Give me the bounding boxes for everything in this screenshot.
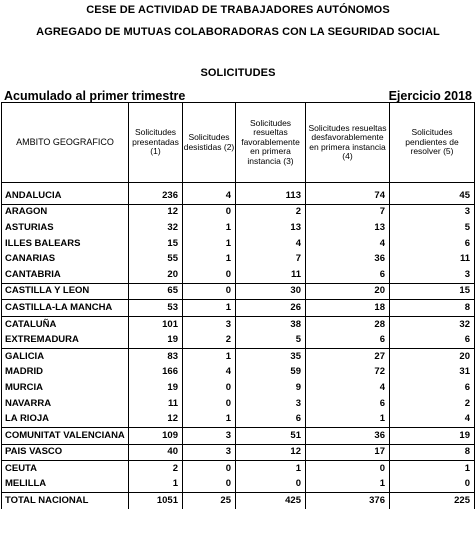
region-name: CASTILLA-LA MANCHA xyxy=(2,300,129,317)
cell-c2: 2 xyxy=(183,332,236,348)
table-row xyxy=(2,365,475,381)
region-name: ILLES BALEARS xyxy=(2,236,129,252)
cell-c5: 8 xyxy=(390,444,475,461)
cell-c3: 3 xyxy=(236,396,306,412)
region-name: ASTURIAS xyxy=(2,220,129,236)
region-name: ARAGON xyxy=(2,204,129,220)
cell-c1: 236 xyxy=(129,188,183,204)
cell-c3: 11 xyxy=(236,267,306,283)
cell-c3: 30 xyxy=(236,283,306,300)
table-row xyxy=(2,188,475,204)
table-row xyxy=(2,316,475,332)
cell-c2: 1 xyxy=(183,236,236,252)
cell-c3: 6 xyxy=(236,411,306,427)
cell-c4: 376 xyxy=(306,493,390,509)
cell-c1: 20 xyxy=(129,267,183,283)
cell-c2: 3 xyxy=(183,316,236,332)
table-row xyxy=(2,461,475,477)
region-name: GALICIA xyxy=(2,348,129,364)
cell-c4: 36 xyxy=(306,427,390,444)
cell-c4: 74 xyxy=(306,188,390,204)
header-submitted: Solicitudes presentadas (1) xyxy=(129,103,183,183)
cell-c3: 51 xyxy=(236,427,306,444)
cell-c5: 3 xyxy=(390,204,475,220)
table-row xyxy=(2,251,475,267)
region-name: PAIS VASCO xyxy=(2,444,129,461)
cell-c5: 32 xyxy=(390,316,475,332)
table-row xyxy=(2,220,475,236)
cell-c1: 40 xyxy=(129,444,183,461)
cell-c4: 72 xyxy=(306,365,390,381)
report-title: CESE DE ACTIVIDAD DE TRABAJADORES AUTÓNOMOS xyxy=(86,4,390,16)
cell-c5: 5 xyxy=(390,220,475,236)
cell-c3: 26 xyxy=(236,300,306,317)
table-row xyxy=(2,300,475,317)
cell-c3: 2 xyxy=(236,204,306,220)
cell-c3: 13 xyxy=(236,220,306,236)
cell-c4: 0 xyxy=(306,461,390,477)
region-name: CANTABRIA xyxy=(2,267,129,283)
cell-c4: 1 xyxy=(306,411,390,427)
cell-c1: 101 xyxy=(129,316,183,332)
cell-c2: 0 xyxy=(183,461,236,477)
region-name: CANARIAS xyxy=(2,251,129,267)
cell-c5: 0 xyxy=(390,477,475,493)
cell-c2: 1 xyxy=(183,300,236,317)
region-name: MELILLA xyxy=(2,477,129,493)
cell-c5: 31 xyxy=(390,365,475,381)
cell-c5: 225 xyxy=(390,493,475,509)
cell-c1: 12 xyxy=(129,411,183,427)
cell-c1: 19 xyxy=(129,332,183,348)
cell-c4: 17 xyxy=(306,444,390,461)
cell-c3: 4 xyxy=(236,236,306,252)
cell-c1: 53 xyxy=(129,300,183,317)
header-withdrawn: Solicitudes desistidas (2) xyxy=(183,103,236,183)
cell-c1: 1 xyxy=(129,477,183,493)
cell-c3: 425 xyxy=(236,493,306,509)
cell-c2: 3 xyxy=(183,427,236,444)
cell-c3: 0 xyxy=(236,477,306,493)
header-approved: Solicitudes resueltas favorablemente en primera instancia (3) xyxy=(236,103,306,183)
cell-c3: 35 xyxy=(236,348,306,364)
region-name: LA RIOJA xyxy=(2,411,129,427)
cell-c2: 1 xyxy=(183,220,236,236)
region-name: COMUNITAT VALENCIANA xyxy=(2,427,129,444)
cell-c4: 6 xyxy=(306,396,390,412)
cell-c1: 11 xyxy=(129,396,183,412)
table-header-row xyxy=(2,103,475,183)
cell-c2: 0 xyxy=(183,380,236,396)
cell-c1: 12 xyxy=(129,204,183,220)
region-name: TOTAL NACIONAL xyxy=(2,493,129,509)
cell-c5: 15 xyxy=(390,283,475,300)
cell-c1: 55 xyxy=(129,251,183,267)
cell-c4: 7 xyxy=(306,204,390,220)
cell-c4: 4 xyxy=(306,380,390,396)
table-row xyxy=(2,236,475,252)
cell-c2: 25 xyxy=(183,493,236,509)
cell-c2: 0 xyxy=(183,477,236,493)
cell-c4: 36 xyxy=(306,251,390,267)
cell-c2: 0 xyxy=(183,396,236,412)
region-name: MADRID xyxy=(2,365,129,381)
table-row xyxy=(2,267,475,283)
cell-c2: 0 xyxy=(183,267,236,283)
cell-c3: 38 xyxy=(236,316,306,332)
table-row xyxy=(2,444,475,461)
cell-c4: 6 xyxy=(306,332,390,348)
cell-c4: 18 xyxy=(306,300,390,317)
table-row xyxy=(2,477,475,493)
cell-c5: 6 xyxy=(390,236,475,252)
year-label: Ejercicio 2018 xyxy=(388,89,472,103)
table-row xyxy=(2,204,475,220)
region-name: MURCIA xyxy=(2,380,129,396)
cell-c5: 19 xyxy=(390,427,475,444)
cell-c4: 28 xyxy=(306,316,390,332)
cell-c2: 4 xyxy=(183,365,236,381)
cell-c5: 4 xyxy=(390,411,475,427)
period-label: Acumulado al primer trimestre xyxy=(4,89,186,103)
header-region: AMBITO GEOGRAFICO xyxy=(2,103,129,183)
cell-c4: 20 xyxy=(306,283,390,300)
cell-c3: 9 xyxy=(236,380,306,396)
cell-c5: 20 xyxy=(390,348,475,364)
region-name: EXTREMADURA xyxy=(2,332,129,348)
cell-c5: 6 xyxy=(390,380,475,396)
region-name: ANDALUCIA xyxy=(2,188,129,204)
cell-c1: 2 xyxy=(129,461,183,477)
cell-c4: 1 xyxy=(306,477,390,493)
region-name: CATALUÑA xyxy=(2,316,129,332)
total-row xyxy=(2,493,475,509)
cell-c3: 5 xyxy=(236,332,306,348)
table-row xyxy=(2,411,475,427)
cell-c4: 27 xyxy=(306,348,390,364)
cell-c2: 1 xyxy=(183,251,236,267)
cell-c1: 1051 xyxy=(129,493,183,509)
cell-c3: 59 xyxy=(236,365,306,381)
cell-c1: 83 xyxy=(129,348,183,364)
cell-c5: 6 xyxy=(390,332,475,348)
cell-c5: 45 xyxy=(390,188,475,204)
cell-c1: 19 xyxy=(129,380,183,396)
requests-table xyxy=(1,102,475,509)
cell-c2: 1 xyxy=(183,411,236,427)
cell-c1: 166 xyxy=(129,365,183,381)
region-name: CASTILLA Y LEON xyxy=(2,283,129,300)
cell-c5: 11 xyxy=(390,251,475,267)
table-row xyxy=(2,380,475,396)
cell-c5: 2 xyxy=(390,396,475,412)
cell-c3: 7 xyxy=(236,251,306,267)
cell-c3: 113 xyxy=(236,188,306,204)
header-pending: Solicitudes pendientes de resolver (5) xyxy=(390,103,475,183)
table-row xyxy=(2,427,475,444)
cell-c5: 3 xyxy=(390,267,475,283)
table-row xyxy=(2,348,475,364)
region-name: CEUTA xyxy=(2,461,129,477)
table-row xyxy=(2,332,475,348)
cell-c1: 65 xyxy=(129,283,183,300)
cell-c2: 0 xyxy=(183,283,236,300)
table-row xyxy=(2,396,475,412)
cell-c2: 4 xyxy=(183,188,236,204)
cell-c3: 1 xyxy=(236,461,306,477)
cell-c1: 109 xyxy=(129,427,183,444)
cell-c5: 1 xyxy=(390,461,475,477)
cell-c2: 1 xyxy=(183,348,236,364)
header-denied: Solicitudes resueltas desfavorablemente en primera instancia (4) xyxy=(306,103,390,183)
cell-c2: 3 xyxy=(183,444,236,461)
cell-c5: 8 xyxy=(390,300,475,317)
section-title: SOLICITUDES xyxy=(200,67,276,79)
cell-c1: 15 xyxy=(129,236,183,252)
cell-c3: 12 xyxy=(236,444,306,461)
cell-c4: 13 xyxy=(306,220,390,236)
table-row xyxy=(2,283,475,300)
cell-c4: 4 xyxy=(306,236,390,252)
cell-c2: 0 xyxy=(183,204,236,220)
cell-c1: 32 xyxy=(129,220,183,236)
report-subtitle: AGREGADO DE MUTUAS COLABORADORAS CON LA SEGURIDAD SOCIAL xyxy=(36,26,440,38)
cell-c4: 6 xyxy=(306,267,390,283)
region-name: NAVARRA xyxy=(2,396,129,412)
